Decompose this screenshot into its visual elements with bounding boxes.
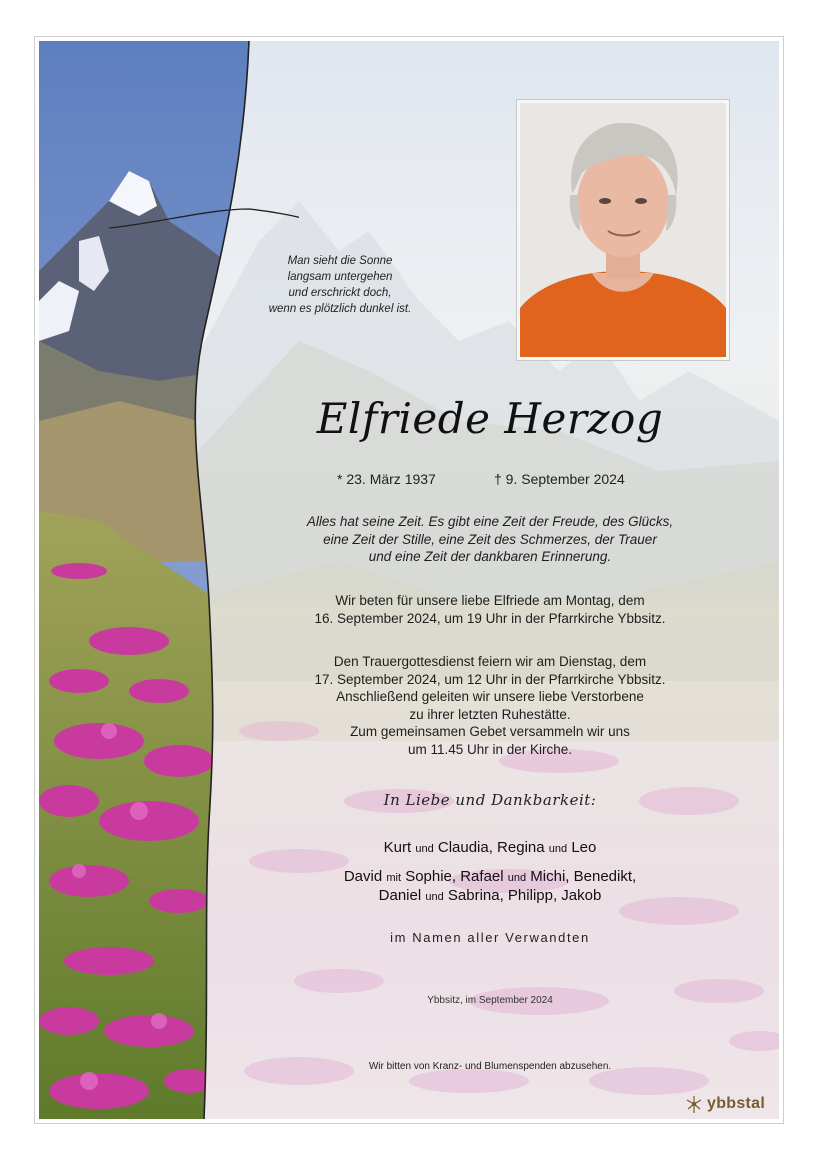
family-name: Sabrina, Philipp, Jakob [447, 887, 602, 904]
family-name: Claudia, Regina [437, 839, 545, 856]
relatives-note: im Namen aller Verwandten [390, 930, 590, 945]
prayer-announcement [280, 592, 700, 627]
funeral-line: zu ihrer letzten Ruhestätte. [409, 706, 571, 722]
quote-line: wenn es plötzlich dunkel ist. [268, 303, 412, 315]
prayer-line: Wir beten für unsere liebe Elfriede am Montag, dem [335, 593, 645, 608]
intro-text [280, 513, 700, 566]
death-date: † 9. September 2024 [494, 471, 625, 487]
family-name: Michi, Benedikt, [530, 868, 637, 885]
intro-line: eine Zeit der Stille, eine Zeit des Schmerzes, der Trauer [323, 531, 657, 547]
deceased-name: Elfriede Herzog [316, 394, 664, 443]
funeral-line: Anschließend geleiten wir unsere liebe Verstorbene [336, 689, 644, 704]
place-date: Ybbsitz, im September 2024 [427, 995, 553, 1006]
donation-request: Wir bitten von Kranz- und Blumenspenden abzusehen. [368, 1061, 612, 1072]
memorial-quote [240, 253, 440, 317]
family-name: Kurt [383, 839, 412, 856]
logo-text: ybbstal [707, 1095, 766, 1112]
family-line [290, 837, 690, 860]
funeral-line: 17. September 2024, um 12 Uhr in der Pfarrkirche Ybbsitz. [314, 671, 666, 687]
funeral-line: Zum gemeinsamen Gebet versammeln wir uns [350, 724, 630, 739]
intro-line: und eine Zeit der dankbaren Erinnerung. [368, 549, 612, 564]
family-name: Leo [571, 839, 597, 856]
quote-line: Man sieht die Sonne [287, 255, 393, 267]
family-name: Sophie, Rafael [405, 868, 504, 885]
intro-line: Alles hat seine Zeit. Es gibt eine Zeit der Freude, des Glücks, [306, 514, 674, 529]
ybbstal-logo [684, 1094, 765, 1114]
quote-line: und erschrickt doch, [288, 287, 392, 299]
family-connector: und [425, 891, 444, 903]
family-connector: und [507, 872, 527, 884]
family-connector: und [548, 843, 568, 855]
birth-date: * 23. März 1937 [337, 471, 436, 487]
prayer-line: 16. September 2024, um 19 Uhr in der Pfarrkirche Ybbsitz. [314, 610, 666, 626]
funeral-line: um 11.45 Uhr in der Kirche. [407, 741, 573, 757]
quote-line: langsam untergehen [287, 271, 393, 283]
family-name: Daniel [378, 887, 422, 904]
family-line [290, 885, 690, 908]
family-name: David [343, 868, 383, 885]
portrait-illustration [520, 103, 726, 357]
funeral-line: Den Trauergottesdienst feiern wir am Dienstag, dem [333, 654, 647, 669]
funeral-announcement [280, 653, 700, 758]
family-connector: und [415, 843, 434, 855]
alpine-meadow-image [39, 41, 299, 1119]
thanks-heading: In Liebe und Dankbarkeit: [383, 791, 597, 809]
portrait-photo [520, 103, 726, 357]
family-connector: mit [386, 872, 402, 884]
dandelion-icon [684, 1094, 704, 1114]
